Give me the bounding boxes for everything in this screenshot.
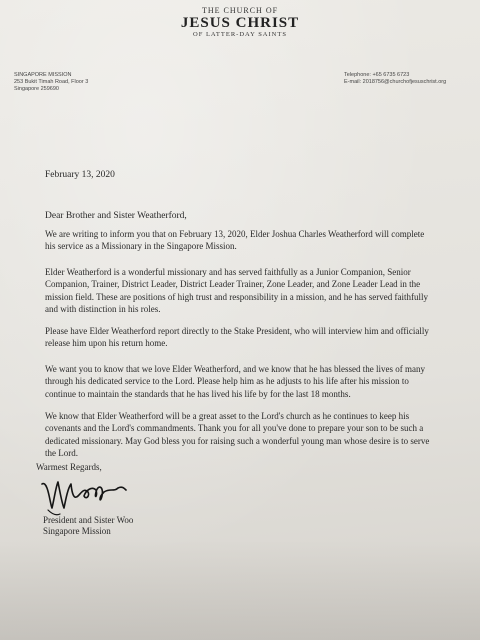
photo-shadow xyxy=(0,540,480,640)
letterhead-title: JESUS CHRIST xyxy=(180,15,300,31)
letterhead xyxy=(0,6,480,38)
mission-address xyxy=(14,72,88,93)
handwritten-signature xyxy=(38,470,128,518)
contact-telephone: Telephone: +65 6735 6723 xyxy=(344,72,410,78)
letterhead-line3: OF LATTER-DAY SAINTS xyxy=(193,31,287,38)
mission-name: SINGAPORE MISSION xyxy=(14,72,72,78)
paragraph-4: We want you to know that we love Elder Weatherford, and we know that he has blessed the lives of many through his dedicated service to the Lord. Please help him as he adjusts to his life after his mission to continue to maintain the standards that he has lived his life by for the last 18 months. xyxy=(45,364,426,399)
mission-street: 253 Bukit Timah Road, Floor 3 xyxy=(14,79,89,85)
signer-mission: Singapore Mission xyxy=(43,526,111,536)
contact-info xyxy=(344,72,446,86)
mission-city: Singapore 259690 xyxy=(14,86,59,92)
paragraph-1: We are writing to inform you that on February 13, 2020, Elder Joshua Charles Weatherford will complete his service as a Missionary in the Singapore Mission. xyxy=(45,229,425,252)
signer-name: President and Sister Woo xyxy=(43,515,134,525)
letterhead-line1: THE CHURCH OF xyxy=(201,6,279,15)
paragraph-5: We know that Elder Weatherford will be a great asset to the Lord's church as he continues to keep his covenants and the Lord's commandments. Thank you for all you've done to prepare your son to be such a dedicated missionary. May God bless you for raising such a wonderful young man whose desire is to serve the Lord. xyxy=(45,411,430,459)
letter-salutation: Dear Brother and Sister Weatherford, xyxy=(45,211,187,221)
contact-email: E-mail: 2018756@churchofjesuschrist.org xyxy=(344,79,447,85)
signer-block xyxy=(43,515,133,537)
letter-closing: Warmest Regards, xyxy=(36,462,102,472)
paragraph-2: Elder Weatherford is a wonderful missionary and has served faithfully as a Junior Companion, Senior Companion, Trainer, District Leader, District Leader Trainer, Zone Leader, and Zone Leader Lead in the mission field. These are positions of high trust and responsibility in a mission, and he has served faithfully and with distinction in his roles. xyxy=(45,267,429,315)
letter-date: February 13, 2020 xyxy=(45,170,115,180)
paragraph-3: Please have Elder Weatherford report directly to the Stake President, who will interview him and officially release him upon his return home. xyxy=(45,326,429,349)
